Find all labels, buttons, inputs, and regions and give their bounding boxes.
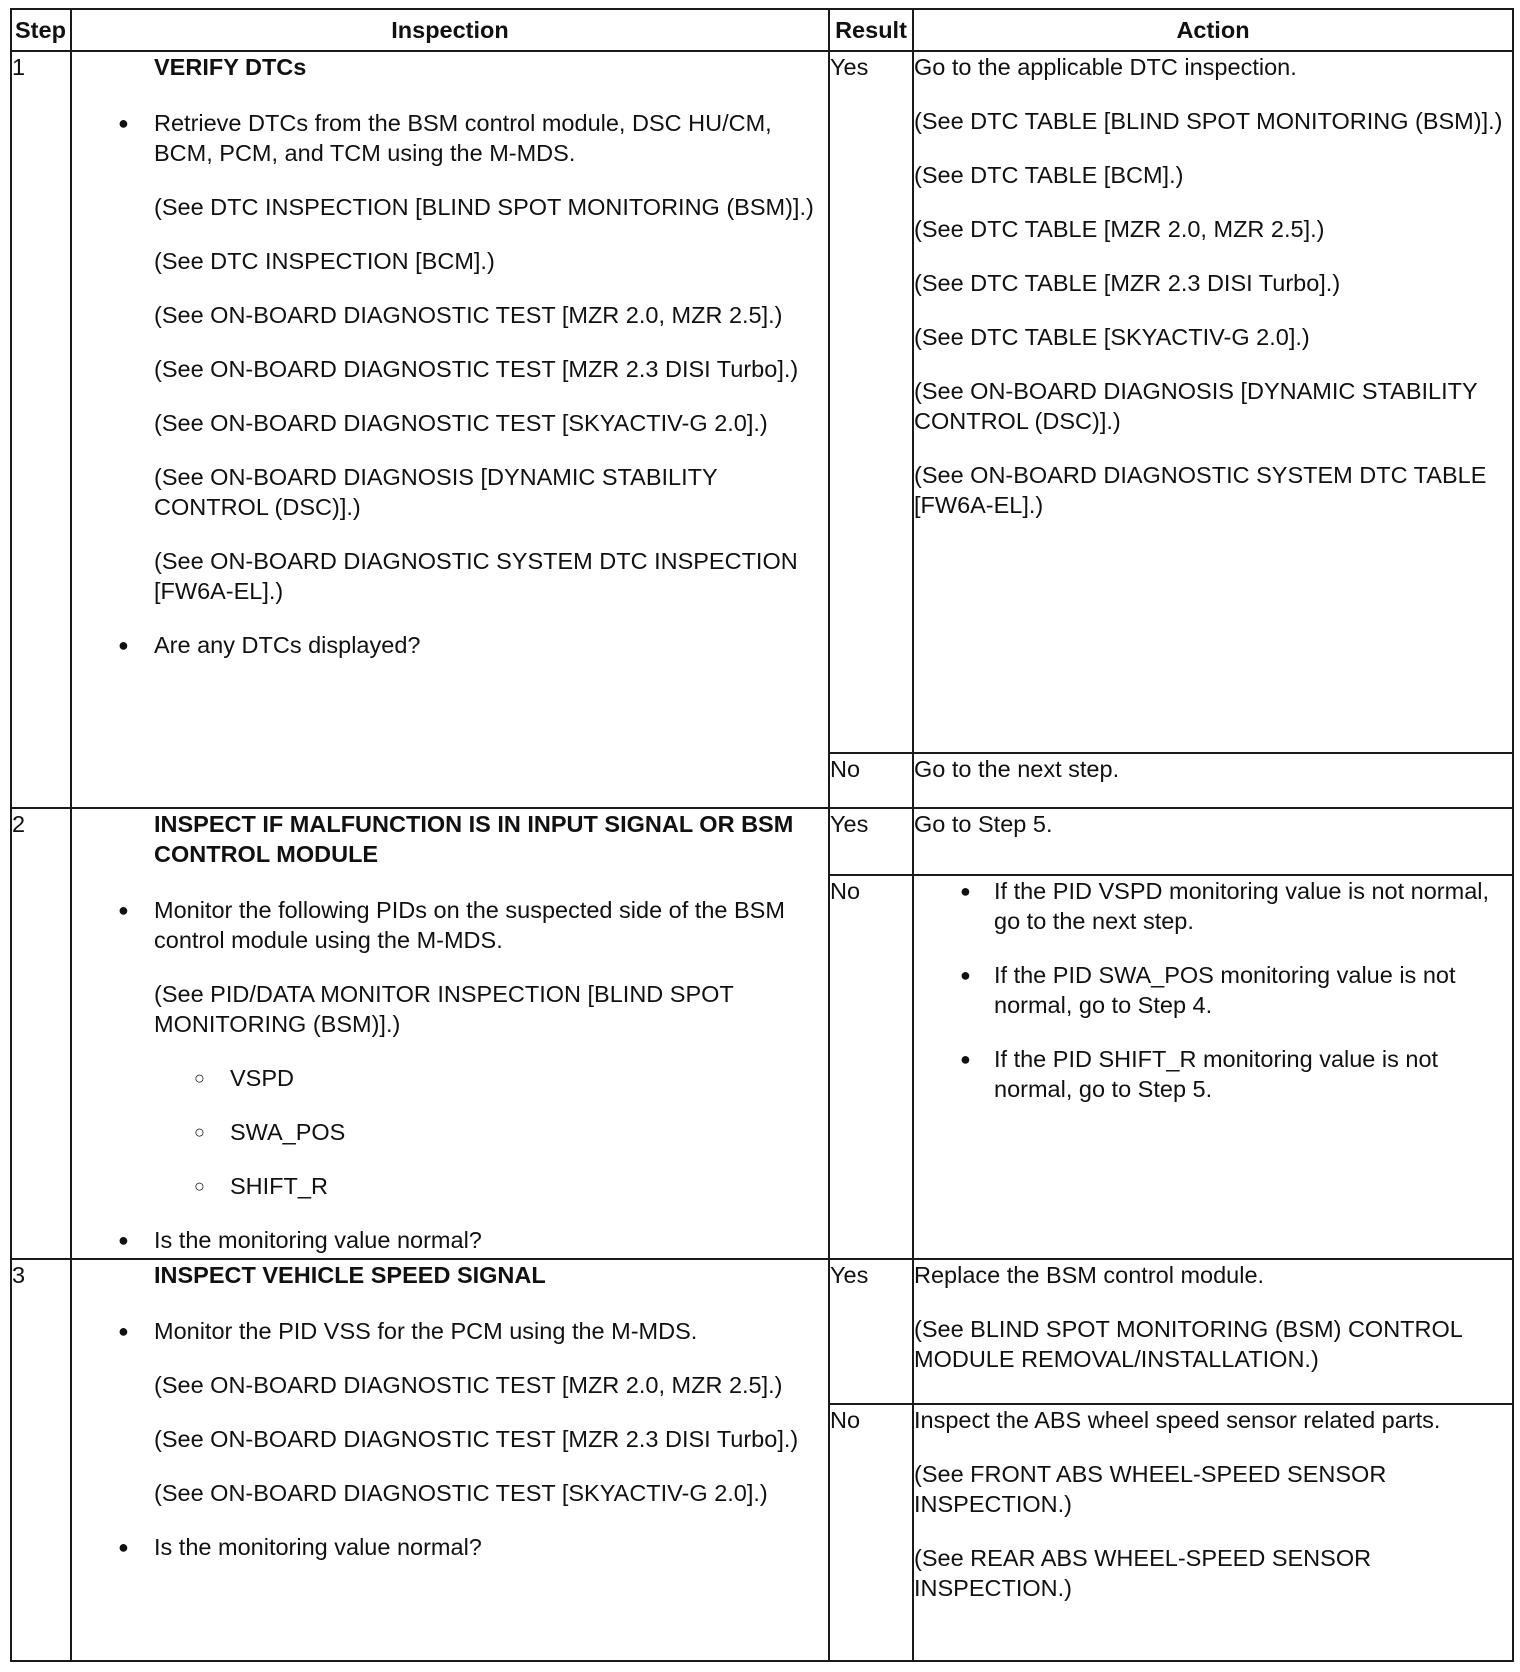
result-no: No <box>829 875 913 1259</box>
inspection-cell <box>71 51 829 808</box>
action-reference: (See DTC TABLE [BLIND SPOT MONITORING (BSM)].) <box>914 108 1503 135</box>
table-row <box>11 1259 1513 1404</box>
action-reference: (See DTC TABLE [MZR 2.3 DISI Turbo].) <box>914 270 1341 297</box>
reference-text: (See DTC INSPECTION [BCM].) <box>154 248 495 275</box>
action-text: Go to the applicable DTC inspection. <box>914 54 1297 81</box>
header-result: Result <box>829 9 913 51</box>
header-inspection: Inspection <box>71 9 829 51</box>
result-yes: Yes <box>829 51 913 753</box>
reference-text: (See ON-BOARD DIAGNOSTIC TEST [MZR 2.0, MZR 2.5].) <box>154 302 783 329</box>
header-step: Step <box>11 9 71 51</box>
table-row <box>11 51 1513 753</box>
header-row <box>11 9 1513 51</box>
action-reference: (See REAR ABS WHEEL-SPEED SENSOR INSPECTION.) <box>914 1545 1372 1602</box>
action-reference: (See BLIND SPOT MONITORING (BSM) CONTROL MODULE REMOVAL/INSTALLATION.) <box>914 1316 1462 1373</box>
action-text: Go to Step 5. <box>914 811 1053 838</box>
bullet-item: ● Retrieve DTCs from the BSM control module, DSC HU/CM, BCM, PCM, and TCM using the M-MDS. <box>72 108 828 168</box>
reference-text: (See ON-BOARD DIAGNOSTIC TEST [MZR 2.3 DISI Turbo].) <box>154 1426 799 1453</box>
reference-text: (See ON-BOARD DIAGNOSTIC TEST [SKYACTIV-G 2.0].) <box>154 410 768 437</box>
action-cell <box>913 51 1513 753</box>
bullet-item: ● Monitor the following PIDs on the suspected side of the BSM control module using the M-MDS. <box>72 895 828 955</box>
inspection-cell <box>71 1259 829 1661</box>
result-yes: Yes <box>829 1259 913 1404</box>
action-text: Go to the next step. <box>914 755 1120 782</box>
action-bullet: ● If the PID SHIFT_R monitoring value is not normal, go to Step 5. <box>914 1044 1512 1104</box>
reference-text: (See ON-BOARD DIAGNOSTIC SYSTEM DTC INSPECTION [FW6A-EL].) <box>154 548 798 605</box>
result-no: No <box>829 1404 913 1661</box>
question-item: ● Are any DTCs displayed? <box>72 630 828 660</box>
reference-text: (See ON-BOARD DIAGNOSIS [DYNAMIC STABILITY CONTROL (DSC)].) <box>154 464 718 521</box>
question-item: ● Is the monitoring value normal? <box>72 1225 828 1255</box>
action-bullet: ● If the PID SWA_POS monitoring value is not normal, go to Step 4. <box>914 960 1512 1020</box>
action-reference: (See FRONT ABS WHEEL-SPEED SENSOR INSPECTION.) <box>914 1461 1387 1518</box>
result-no: No <box>829 753 913 808</box>
step-title: INSPECT VEHICLE SPEED SIGNAL <box>154 1262 546 1289</box>
reference-text: (See ON-BOARD DIAGNOSTIC TEST [SKYACTIV-G 2.0].) <box>154 1480 768 1507</box>
reference-text: (See ON-BOARD DIAGNOSTIC TEST [MZR 2.0, MZR 2.5].) <box>154 1372 783 1399</box>
table-row <box>11 808 1513 875</box>
step-number: 3 <box>11 1259 71 1661</box>
reference-text: (See DTC INSPECTION [BLIND SPOT MONITORING (BSM)].) <box>154 194 814 221</box>
action-reference: (See ON-BOARD DIAGNOSTIC SYSTEM DTC TABLE [FW6A-EL].) <box>914 462 1487 519</box>
pid-item: ○ SHIFT_R <box>72 1171 828 1201</box>
header-action: Action <box>913 9 1513 51</box>
question-item: ● Is the monitoring value normal? <box>72 1532 828 1562</box>
step-title: VERIFY DTCs <box>154 54 307 81</box>
action-text: Replace the BSM control module. <box>914 1262 1265 1289</box>
action-cell <box>913 1404 1513 1661</box>
pid-item: ○ VSPD <box>72 1063 828 1093</box>
diagnostic-table <box>10 8 1514 1662</box>
step-number: 2 <box>11 808 71 1259</box>
result-yes: Yes <box>829 808 913 875</box>
action-bullet: ● If the PID VSPD monitoring value is not normal, go to the next step. <box>914 876 1512 936</box>
action-cell <box>913 1259 1513 1404</box>
inspection-cell <box>71 808 829 1259</box>
step-title: INSPECT IF MALFUNCTION IS IN INPUT SIGNAL OR BSM CONTROL MODULE <box>154 811 794 868</box>
reference-text: (See ON-BOARD DIAGNOSTIC TEST [MZR 2.3 DISI Turbo].) <box>154 356 799 383</box>
step-number: 1 <box>11 51 71 808</box>
pid-item: ○ SWA_POS <box>72 1117 828 1147</box>
bullet-item: ● Monitor the PID VSS for the PCM using the M-MDS. <box>72 1316 828 1346</box>
action-reference: (See ON-BOARD DIAGNOSIS [DYNAMIC STABILITY CONTROL (DSC)].) <box>914 378 1478 435</box>
action-reference: (See DTC TABLE [SKYACTIV-G 2.0].) <box>914 324 1310 351</box>
reference-text: (See PID/DATA MONITOR INSPECTION [BLIND SPOT MONITORING (BSM)].) <box>154 981 734 1038</box>
action-reference: (See DTC TABLE [BCM].) <box>914 162 1184 189</box>
action-cell <box>913 808 1513 875</box>
action-cell <box>913 875 1513 1259</box>
action-text: Inspect the ABS wheel speed sensor related parts. <box>914 1407 1441 1434</box>
action-cell <box>913 753 1513 808</box>
action-reference: (See DTC TABLE [MZR 2.0, MZR 2.5].) <box>914 216 1325 243</box>
